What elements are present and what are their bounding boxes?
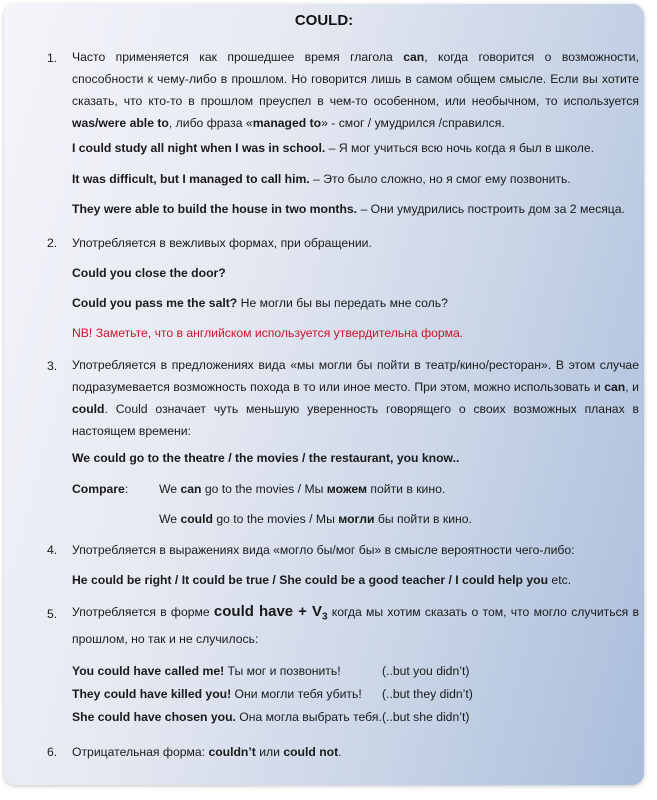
item-2-example-2: Could you pass me the salt? Не могли бы вы передать мне соль?	[72, 296, 448, 310]
compare-line-1: We can go to the movies / Мы можем пойти в кино.	[159, 482, 446, 496]
item-2-example-1: Could you close the door?	[72, 266, 226, 280]
item-6-text: Отрицательная форма: couldn’t или could not.	[72, 745, 342, 759]
item-4-text: Употребляется в выражениях вида «могло бы/мог бы» в смысле вероятности чего-либо:	[72, 543, 575, 557]
item-1-example-3: They were able to build the house in two months. – Они умудрились построить дом за 2 месяца.	[72, 202, 625, 216]
document-card	[4, 4, 644, 785]
compare-label: Compare:	[72, 482, 129, 496]
item-5-number: 5.	[47, 607, 58, 621]
item-5-example-3: She could have chosen you. Она могла выбрать тебя.	[72, 710, 382, 724]
item-1-example-2: It was difficult, but I managed to call him. – Это было сложно, но я смог ему позвонить.	[72, 172, 571, 186]
item-5-note-3: (..but she didn’t)	[382, 710, 470, 724]
item-2-text: Употребляется в вежливых формах, при обращении.	[72, 236, 372, 250]
page-title: COULD:	[294, 12, 354, 29]
item-5-example-1: You could have called me! Ты мог и позвонить!	[72, 664, 341, 678]
item-1-number: 1.	[47, 51, 58, 65]
item-5-note-2: (..but they didn’t)	[382, 687, 473, 701]
item-2-nb-note: NB! Заметьте, что в английском используется утвердительна форма.	[72, 326, 464, 340]
item-3-number: 3.	[47, 359, 58, 373]
item-1-example-1: I could study all night when I was in school. – Я мог учиться всю ночь когда я был в школе.	[72, 141, 595, 155]
compare-line-2: We could go to the movies / Мы могли бы пойти в кино.	[159, 512, 472, 526]
item-5-example-2: They could have killed you! Они могли тебя убить!	[72, 687, 362, 701]
item-5-text: Употребляется в форме could have + $V_3$ когда мы хотим сказать о том, что могло случиться в прошлом, но так и не случилось:	[72, 603, 639, 647]
item-6-number: 6.	[47, 745, 58, 759]
item-3-text: Употребляется в предложениях вида «мы могли бы пойти в театр/кино/ресторан». В этом случае подразумевается возможность похода в то или иное место. При этом, можно использовать и can, и could. Could означает чуть меньшую уверенность говорящего о своих возможных планах в настоящем времени:	[72, 358, 639, 438]
item-2-number: 2.	[47, 236, 58, 250]
item-3-example: We could go to the theatre / the movies / the restaurant, you know..	[72, 451, 460, 465]
item-1-text: Часто применяется как прошедшее время глагола can, когда говорится о возможности, способности к чему-либо в прошлом. Но говорится лишь в самом общем смысле. Если вы хотите сказать, что кто-то в прошлом преуспел в чем-то особенном, или необычном, то используется was/were able to, либо фраза «managed to» - смог / умудрился /справился.	[72, 50, 639, 130]
item-4-example: He could be right / It could be true / She could be a good teacher / I could help you etc.	[72, 573, 572, 587]
item-4-number: 4.	[47, 543, 58, 557]
item-5-note-1: (..but you didn’t)	[382, 664, 470, 678]
